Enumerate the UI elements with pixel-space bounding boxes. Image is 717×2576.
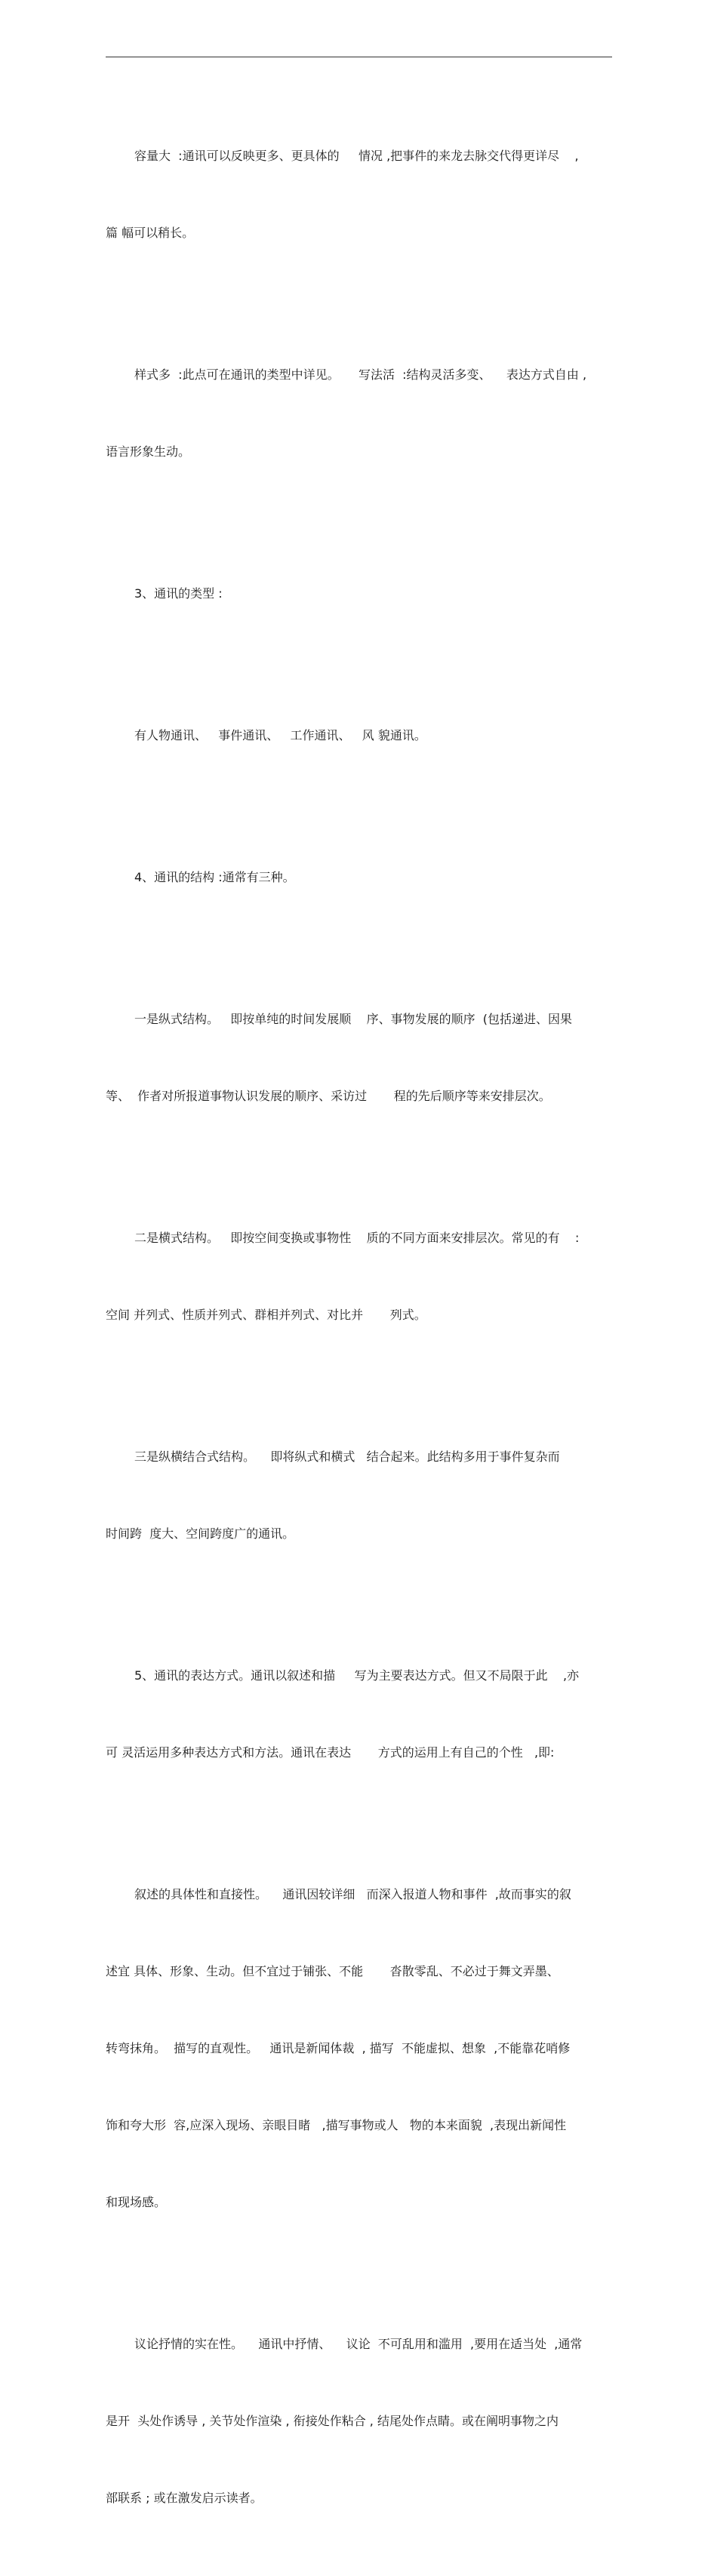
text-line: 议论抒情的实在性。 通讯中抒情、 议论 不可乱用和滥用 ,要用在适当处 ,通常 [134,2337,583,2351]
text-line: 述宜 具体、形象、生动。但不宜过于铺张、不能 沓散零乱、不必过于舞文弄墨、 [106,1964,559,1978]
text-line: 5、通讯的表达方式。通讯以叙述和描 写为主要表达方式。但又不局限于此 ,亦 [134,1668,580,1683]
text-line: 和现场感。 [106,2195,167,2209]
text-line: 空间 并列式、性质并列式、群相并列式、对比并 列式。 [106,1308,426,1322]
document-body [106,92,613,2576]
paragraph-narration [106,1831,613,2267]
text-line: 叙述的具体性和直接性。 通讯因较详细 而深入报道人物和事件 ,故而事实的叙 [134,1887,571,1901]
text-line: 转弯抹角。 描写的直观性。 通讯是新闻体裁 , 描写 不能虚拟、想象 ,不能靠花哨修 [106,2041,571,2055]
text-line: 部联系 ; 或在激发启示读者。 [106,2491,263,2505]
paragraph-type-list [106,672,613,800]
text-line: 篇 幅可以稍长。 [106,226,195,240]
section-heading-types [106,530,613,658]
text-line: 有人物通讯、 事件通讯、 工作通讯、 风 貌通讯。 [134,728,426,742]
section-heading-structure [106,813,613,942]
text-line: 可 灵活运用多种表达方式和方法。通讯在表达 方式的运用上有自己的个性 ,即: [106,1745,555,1760]
text-line: 4、通讯的结构 :通常有三种。 [134,870,295,884]
text-line: 时间跨 度大、空间跨度广的通讯。 [106,1526,295,1541]
text-line: 容量大 :通讯可以反映更多、更具体的 情况 ,把事件的来龙去脉交代得更详尽 , [134,149,579,163]
text-line: 是开 头处作诱导 , 关节处作渲染 , 衔接处作粘合 , 结尾处作点睛。或在阐明事物之内 [106,2414,559,2428]
paragraph-capacity [106,92,613,297]
section-heading-expression [106,1612,613,1817]
paragraph-combined-structure [106,1393,613,1598]
text-line: 三是纵横结合式结构。 即将纵式和横式 结合起来。此结构多用于事件复杂而 [134,1449,560,1464]
text-line: 样式多 :此点可在通讯的类型中详见。 写法活 :结构灵活多变、 表达方式自由 , [134,367,587,382]
text-line: 3、通讯的类型 : [134,586,223,601]
paragraph-horizontal-structure [106,1174,613,1379]
text-line: 二是横式结构。 即按空间变换或事物性 质的不同方面来安排层次。常见的有 : [134,1231,580,1245]
text-line: 饰和夸大形 容,应深入现场、亲眼目睹 ,描写事物或人 物的本来面貌 ,表现出新闻性 [106,2118,567,2132]
text-line: 等、 作者对所报道事物认识发展的顺序、采访过 程的先后顺序等来安排层次。 [106,1089,551,1103]
paragraph-styles [106,311,613,516]
paragraph-vertical-structure [106,955,613,1160]
text-line: 一是纵式结构。 即按单纯的时间发展顺 序、事物发展的顺序 (包括递进、因果 [134,1012,573,1026]
text-line: 语言形象生动。 [106,444,191,459]
paragraph-commentary [106,2280,613,2562]
